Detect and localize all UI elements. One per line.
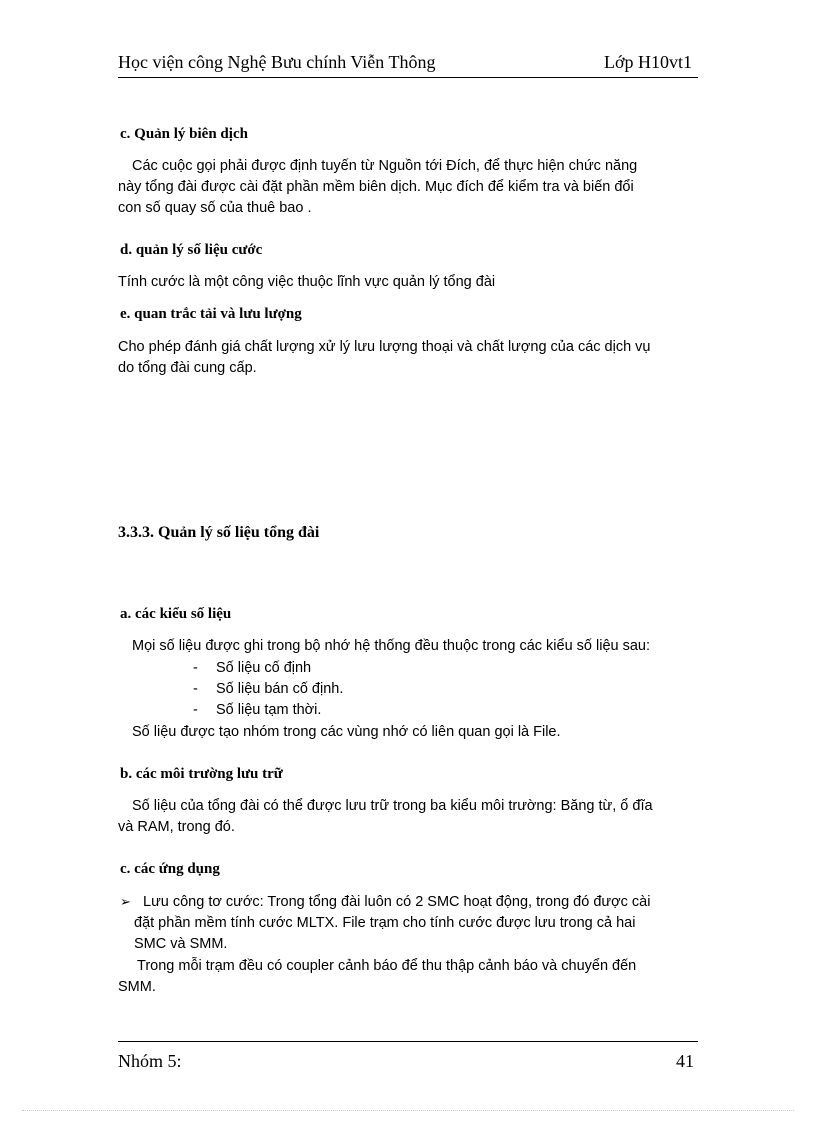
section-e-line1: Cho phép đánh giá chất lượng xử lý lưu lượng thoại và chất lượng của các dịch vụ [118, 339, 651, 355]
para-line2: SMM. [118, 979, 156, 995]
header-institution: Học viện công Nghệ Bưu chính Viễn Thông [118, 52, 436, 72]
section-c1-heading: c. Quản lý biên dịch [120, 126, 248, 142]
page-number: 41 [676, 1051, 694, 1071]
list-item: Số liệu cố định [216, 660, 312, 676]
bullet-line3: SMC và SMM. [134, 936, 228, 952]
section-e-line2: do tổng đài cung cấp. [118, 360, 257, 376]
section-b-heading: b. các môi trường lưu trữ [120, 766, 283, 782]
section-a-heading: a. các kiểu số liệu [120, 606, 232, 622]
footer-group: Nhóm 5: [118, 1051, 182, 1071]
list-item-dash: - [193, 660, 198, 676]
header-class: Lớp H10vt1 [604, 52, 693, 72]
footer-rule [118, 1041, 698, 1042]
list-item: Số liệu bán cố định. [216, 681, 344, 697]
main-section-title: 3.3.3. Quản lý số liệu tổng đài [118, 524, 320, 541]
section-c1-line1: Các cuộc gọi phải được định tuyến từ Nguồn tới Đích, để thực hiện chức năng [132, 158, 638, 174]
list-item: Số liệu tạm thời. [216, 702, 322, 718]
header-rule [118, 77, 698, 78]
section-b-line1: Số liệu của tổng đài có thể được lưu trữ trong ba kiểu môi trường: Băng từ, ổ đĩa [132, 798, 653, 814]
bullet-line1: Lưu công tơ cước: Trong tổng đài luôn có 2 SMC hoạt động, trong đó được cài [143, 894, 651, 910]
section-b-line2: và RAM, trong đó. [118, 819, 235, 835]
para-line1: Trong mỗi trạm đều có coupler cảnh báo để thu thập cảnh báo và chuyển đến [137, 958, 637, 974]
section-c2-heading: c. các ứng dụng [120, 861, 220, 877]
bullet-arrow-icon: ➢ [120, 895, 131, 910]
section-c1-line3: con số quay số của thuê bao . [118, 200, 312, 216]
section-d-heading: d. quản lý số liệu cước [120, 242, 263, 258]
bullet-line2: đặt phần mềm tính cước MLTX. File trạm cho tính cước được lưu trong cả hai [134, 915, 636, 931]
section-a-outro: Số liệu được tạo nhóm trong các vùng nhớ có liên quan gọi là File. [132, 724, 561, 740]
section-a-intro: Mọi số liệu được ghi trong bộ nhớ hệ thống đều thuộc trong các kiểu số liệu sau: [132, 638, 651, 654]
list-item-dash: - [193, 681, 198, 697]
list-item-dash: - [193, 702, 198, 718]
section-d-line1: Tính cước là một công việc thuộc lĩnh vực quản lý tổng đài [118, 274, 496, 290]
section-c1-line2: này tổng đài được cài đặt phần mềm biên dịch. Mục đích để kiểm tra và biến đổi [118, 179, 634, 195]
page-edge-divider [22, 1110, 794, 1111]
section-e-heading: e. quan trắc tải và lưu lượng [120, 306, 302, 322]
